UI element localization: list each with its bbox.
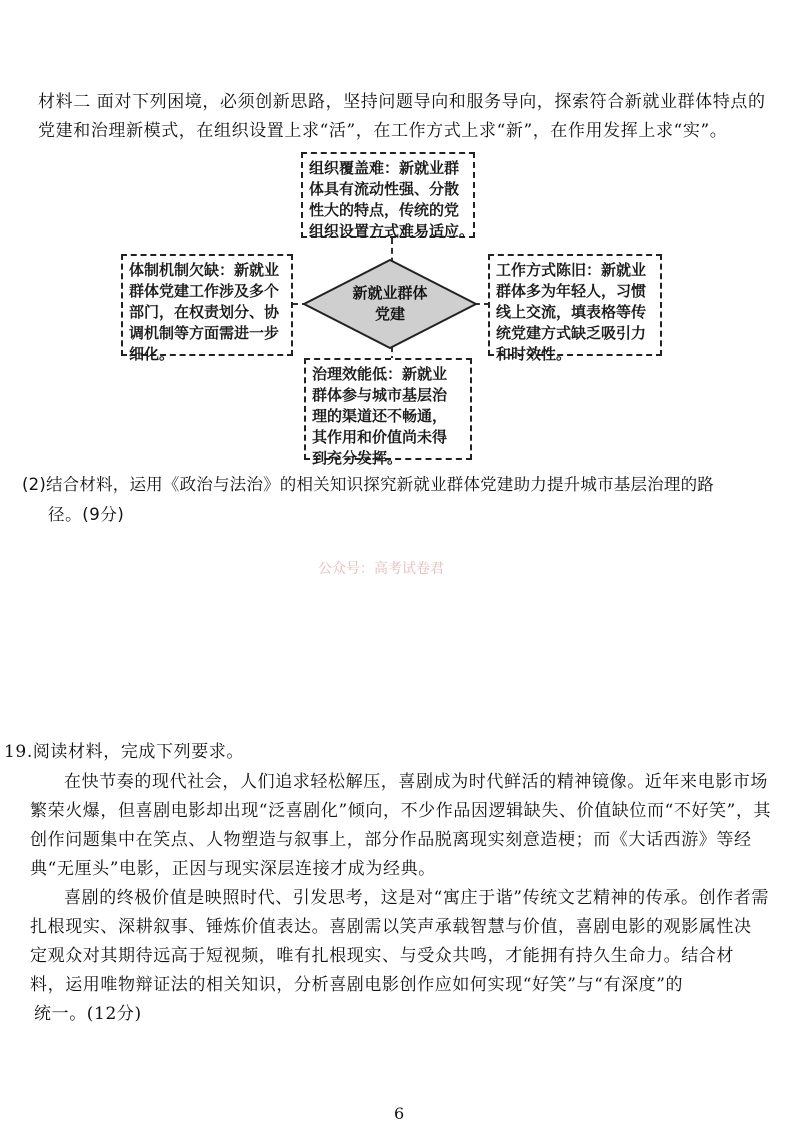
box-text-line: 治理效能低：新就业 <box>312 365 448 383</box>
center-label-line: 党建 <box>374 305 405 323</box>
box-text-line: 其作用和价值尚未得 <box>312 428 448 446</box>
box-text-line: 部门，在权责划分、协 <box>129 303 280 321</box>
box-text-line: 体具有流动性强、分散 <box>309 180 460 198</box>
q19-last-line: 统一。(12分) <box>34 1004 142 1024</box>
box-text-line: 组织设置方式难易适应。 <box>309 222 475 240</box>
center-label <box>300 283 480 325</box>
box-text-line: 工作方式陈旧：新就业 <box>496 261 647 279</box>
box-institutional-mechanism <box>121 254 293 363</box>
watermark: 公众号：高考试卷君 <box>318 561 444 577</box>
center-label-line: 新就业群体 <box>352 284 428 302</box>
box-text-line: 到充分发挥。 <box>312 449 403 467</box>
q19-para2-line: 喜剧的终极价值是映照时代、引发思考，这是对“寓庄于谐”传统文艺精神的传承。创作者需 <box>64 888 769 908</box>
box-text-line: 组织覆盖难：新就业群 <box>309 159 460 177</box>
box-text-line: 理的渠道还不畅通， <box>312 407 448 425</box>
box-text-line: 统党建方式缺乏吸引力 <box>496 324 647 342</box>
box-governance-efficiency <box>304 358 472 467</box>
q19-para1-line: 创作问题集中在笑点、人物塑造与叙事上，部分作品脱离现实刻意造梗；而《大话西游》等经 <box>30 830 752 850</box>
box-text-line: 线上交流，填表格等传 <box>496 303 647 321</box>
q19-para2-line: 定观众对其期待远高于短视频，唯有扎根现实、与受众共鸣，才能拥有持久生命力。结合材 <box>30 946 734 966</box>
q19-para1-line: 在快节奏的现代社会，人们追求轻松解压，喜剧成为时代鲜活的精神镜像。近年来电影市场 <box>64 772 768 792</box>
box-text-line: 和时效性。 <box>496 345 572 363</box>
page-number: 6 <box>394 1104 405 1123</box>
box-organization-coverage <box>301 152 475 238</box>
box-text-line: 体制机制欠缺：新就业 <box>129 261 280 279</box>
q19-para1-line: 繁荣火爆，但喜剧电影却出现“泛喜剧化”倾向，不少作品因逻辑缺失、价值缺位而“不好笑”，其 <box>30 801 772 821</box>
box-text-line: 细化。 <box>129 345 175 363</box>
q19-para1-line: 典“无厘头”电影，正因与现实深层连接才成为经典。 <box>30 859 436 879</box>
box-text-line: 群体参与城市基层治 <box>312 386 448 404</box>
box-text-line: 性大的特点，传统的党 <box>309 201 460 219</box>
question-2-line1: (2)结合材料，运用《政治与法治》的相关知识探究新就业群体党建助力提升城市基层治理的路 <box>22 475 714 494</box>
box-text-line: 群体党建工作涉及多个 <box>129 282 280 300</box>
box-text-line: 群体多为年轻人，习惯 <box>496 282 647 300</box>
material2-line2: 党建和治理新模式，在组织设置上求“活”，在工作方式上求“新”，在作用发挥上求“实”。 <box>38 121 728 141</box>
box-working-methods <box>488 254 662 363</box>
q19-para2-line: 扎根现实、深耕叙事、锤炼价值表达。喜剧需以笑声承载智慧与价值，喜剧电影的观影属性决 <box>30 917 752 937</box>
material2-line1: 材料二 面对下列困境，必须创新思路，坚持问题导向和服务导向，探索符合新就业群体特点的 <box>38 92 766 112</box>
question-19-heading: 19.阅读材料，完成下列要求。 <box>4 742 245 762</box>
box-text-line: 调机制等方面需进一步 <box>129 324 280 342</box>
question-2-line2: 径。(9分) <box>48 505 125 524</box>
q19-para2-line: 料，运用唯物辩证法的相关知识，分析喜剧电影创作应如何实现“好笑”与“有深度”的 <box>30 975 684 995</box>
